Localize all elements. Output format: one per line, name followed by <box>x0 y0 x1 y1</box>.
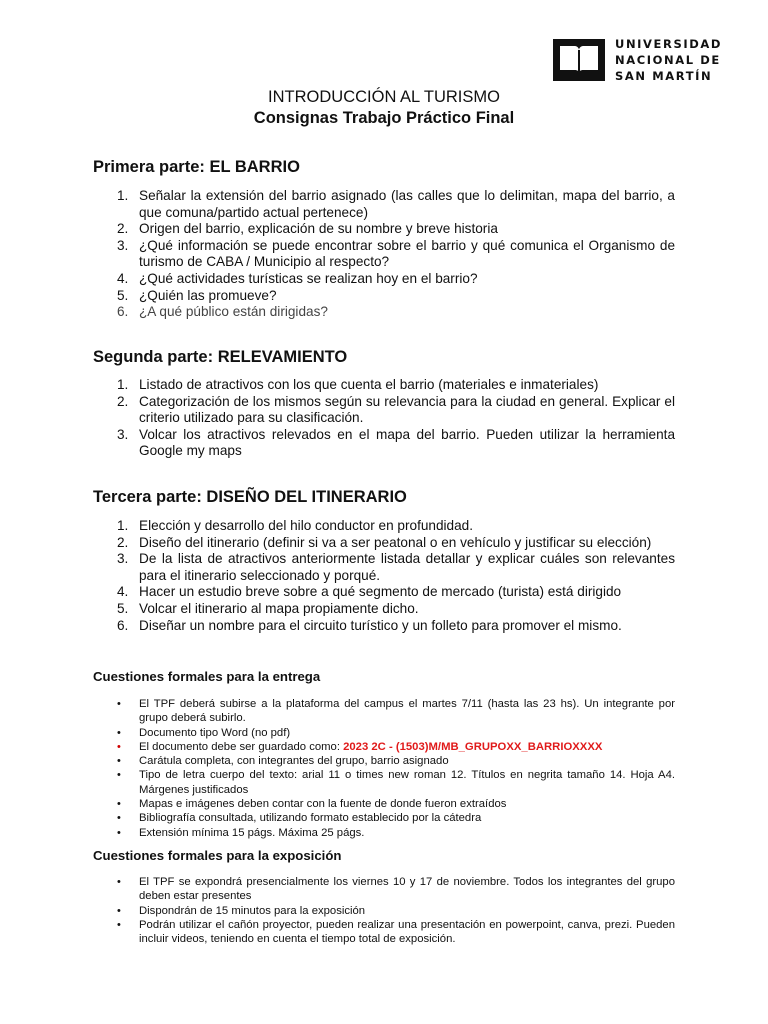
list-item: 5. ¿Quién las promueve? <box>117 287 277 303</box>
list-item: 2. Categorización de los mismos según su relevancia para la ciudad en general. Explicar el criterio utilizado para su clasificación. <box>117 393 675 426</box>
bullet-icon: • <box>117 769 121 782</box>
list-item: 1. Listado de atractivos con los que cuenta el barrio (materiales e inmateriales) <box>117 377 599 392</box>
list-item: • Podrán utilizar el cañón proyector, pueden realizar una presentación en powerpoint, canva, prezi. Pueden incluir videos, teniendo en cuenta el tiempo total de exposición. <box>117 918 675 946</box>
bullet-icon: • <box>117 698 121 710</box>
logo-line-1: UNIVERSIDAD <box>615 37 723 51</box>
bullet-icon: • <box>117 755 121 768</box>
bullet-icon: • <box>117 740 121 753</box>
part3-heading-prefix: Tercera parte: <box>93 488 207 506</box>
part3-heading <box>93 487 407 507</box>
list-item: 3. De la lista de atractivos anteriormente listada detallar y explicar cuáles son relevantes para el itinerario seleccionado y porqué. <box>117 551 675 583</box>
exposition-list <box>93 875 675 946</box>
part2-list <box>93 377 675 460</box>
list-item: • Tipo de letra cuerpo del texto: arial 11 o times new roman 12. Títulos en negrita tamaño 14. Hoja A4. Márgenes justificados <box>117 769 675 796</box>
list-item: • Bibliografía consultada, utilizando formato establecido por la cátedra <box>117 812 482 825</box>
list-item: • El TPF se expondrá presencialmente los viernes 10 y 17 de noviembre. Todos los integrantes del grupo deben estar presentes <box>117 876 675 903</box>
list-item: • El TPF deberá subirse a la plataforma del campus el martes 7/11 (hasta las 23 hs). Un integrante por grupo deberá subirlo. <box>117 698 675 725</box>
list-item: 3. Volcar los atractivos relevados en el mapa del barrio. Pueden utilizar la herramienta Google my maps <box>117 426 675 459</box>
list-item: • Dispondrán de 15 minutos para la exposición <box>117 904 366 917</box>
part1-heading <box>93 157 300 177</box>
bullet-icon: • <box>117 812 121 825</box>
part2-heading-prefix: Segunda parte: <box>93 348 218 366</box>
list-item: • Documento tipo Word (no pdf) <box>117 726 291 739</box>
document-subtitle: Consignas Trabajo Práctico Final <box>253 109 515 127</box>
bullet-icon: • <box>117 726 121 739</box>
list-item: 2. Origen del barrio, explicación de su nombre y breve historia <box>117 221 498 237</box>
list-item: 6. Diseñar un nombre para el circuito turístico y un folleto para promover el mismo. <box>117 617 622 633</box>
bullet-icon: • <box>117 904 121 917</box>
bullet-icon: • <box>117 918 121 931</box>
list-item: 1. Elección y desarrollo del hilo conductor en profundidad. <box>117 518 474 533</box>
list-item: 5. Volcar el itinerario al mapa propiamente dicho. <box>117 600 419 616</box>
book-logo-icon <box>553 39 605 81</box>
logo-line-3: SAN MARTÍN <box>615 69 713 83</box>
part1-heading-name: EL BARRIO <box>209 158 300 176</box>
part3-list <box>93 518 675 634</box>
list-item: • Extensión mínima 15 págs. Máxima 25 págs. <box>117 826 365 839</box>
list-item: • Mapas e imágenes deben contar con la fuente de donde fueron extraídos <box>117 798 507 811</box>
document-title: INTRODUCCIÓN AL TURISMO <box>268 88 500 106</box>
delivery-heading: Cuestiones formales para la entrega <box>93 669 321 684</box>
list-item: 6. ¿A qué público están dirigidas? <box>117 304 328 320</box>
logo-line-2: NACIONAL DE <box>615 53 721 67</box>
part1-list <box>93 188 675 321</box>
filename-highlight: 2023 2C - (1503)M/MB_GRUPOXX_BARRIOXXXX <box>343 740 603 753</box>
list-item: 2. Diseño del itinerario (definir si va a ser peatonal o en vehículo y justificar su elección) <box>117 534 652 550</box>
list-item: 1. Señalar la extensión del barrio asignado (las calles que lo delimitan, mapa del barrio, a que comuna/partido actual pertenece) <box>117 188 675 220</box>
list-item: 3. ¿Qué información se puede encontrar sobre el barrio y qué comunica el Organismo de turismo de CABA / Municipio al respecto? <box>117 237 675 270</box>
delivery-list <box>93 697 675 840</box>
bullet-icon: • <box>117 798 121 811</box>
list-item: 4. ¿Qué actividades turísticas se realizan hoy en el barrio? <box>117 270 478 286</box>
list-item: • Carátula completa, con integrantes del grupo, barrio asignado <box>117 755 449 768</box>
logo-wordmark <box>615 36 722 84</box>
part2-heading-name: RELEVAMIENTO <box>217 348 348 366</box>
bullet-icon: • <box>117 876 121 888</box>
exposition-heading: Cuestiones formales para la exposición <box>93 848 342 863</box>
bullet-icon: • <box>117 826 121 839</box>
part2-heading <box>93 347 347 367</box>
university-logo <box>553 36 723 84</box>
list-item: • El documento debe ser guardado como: 2023 2C - (1503)M/MB_GRUPOXX_BARRIOXXXX <box>117 740 603 753</box>
list-item: 4. Hacer un estudio breve sobre a qué segmento de mercado (turista) está dirigido <box>117 584 622 600</box>
part1-heading-prefix: Primera parte: <box>93 158 210 176</box>
part3-heading-name: DISEÑO DEL ITINERARIO <box>206 488 407 506</box>
